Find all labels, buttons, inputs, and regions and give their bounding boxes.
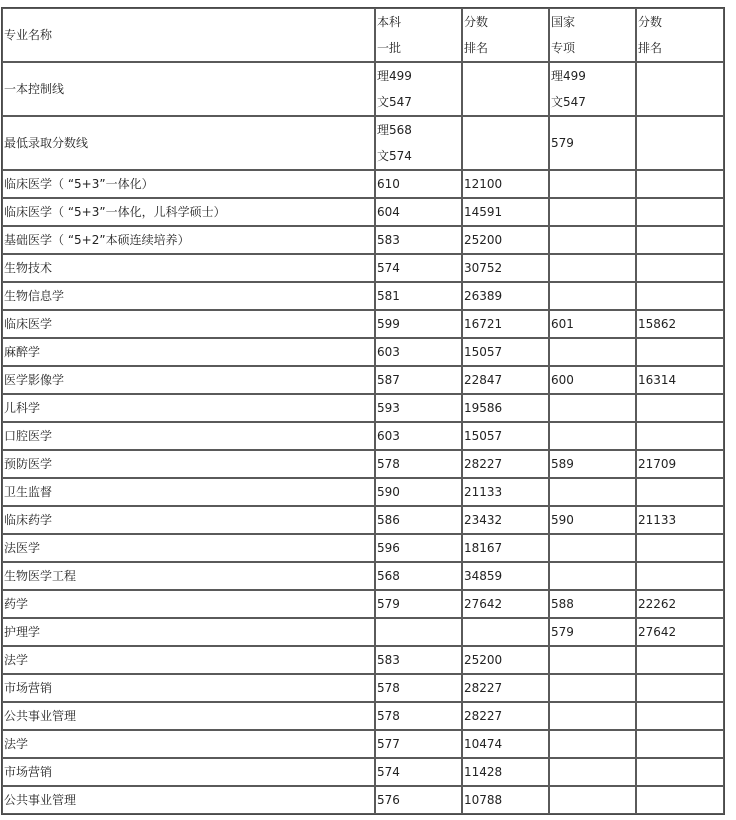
special-rank-cell [636, 394, 724, 422]
major-cell: 公共事业管理 [2, 786, 375, 814]
min-score-special-rank [636, 116, 724, 170]
special-score-cell: 588 [549, 590, 636, 618]
table-row [2, 282, 724, 310]
special-rank-cell [636, 254, 724, 282]
control-line-first-batch: 理499 文547 [375, 62, 462, 116]
table-row [2, 338, 724, 366]
special-rank-cell [636, 646, 724, 674]
special-score-cell [549, 226, 636, 254]
min-score-row [2, 116, 724, 170]
special-rank-cell [636, 338, 724, 366]
first-batch-score-cell: 578 [375, 674, 462, 702]
control-line-special-rank [636, 62, 724, 116]
major-cell: 医学影像学 [2, 366, 375, 394]
special-score-cell [549, 282, 636, 310]
major-cell: 法学 [2, 646, 375, 674]
rank-cell: 12100 [462, 170, 549, 198]
table-row [2, 590, 724, 618]
min-score-special: 579 [549, 116, 636, 170]
first-batch-score-cell: 581 [375, 282, 462, 310]
table-row [2, 254, 724, 282]
table-row [2, 506, 724, 534]
rank-cell: 30752 [462, 254, 549, 282]
special-rank-cell [636, 198, 724, 226]
first-batch-score-cell: 603 [375, 422, 462, 450]
special-score-cell [549, 758, 636, 786]
rank-cell: 18167 [462, 534, 549, 562]
first-batch-score-cell: 590 [375, 478, 462, 506]
special-score-cell [549, 786, 636, 814]
special-rank-cell: 22262 [636, 590, 724, 618]
special-score-cell [549, 422, 636, 450]
header-national-special: 国家 专项 [549, 8, 636, 62]
special-rank-cell [636, 730, 724, 758]
first-batch-score-cell: 587 [375, 366, 462, 394]
first-batch-score-cell: 610 [375, 170, 462, 198]
major-cell: 药学 [2, 590, 375, 618]
special-score-cell [549, 170, 636, 198]
special-rank-cell [636, 422, 724, 450]
first-batch-score-cell: 576 [375, 786, 462, 814]
special-score-cell: 600 [549, 366, 636, 394]
table-row [2, 366, 724, 394]
special-rank-cell [636, 758, 724, 786]
header-rank: 分数 排名 [462, 8, 549, 62]
special-score-cell [549, 254, 636, 282]
special-rank-cell [636, 282, 724, 310]
min-score-rank [462, 116, 549, 170]
first-batch-score-cell: 593 [375, 394, 462, 422]
special-score-cell [549, 646, 636, 674]
rank-cell: 21133 [462, 478, 549, 506]
special-score-cell: 589 [549, 450, 636, 478]
major-cell: 公共事业管理 [2, 702, 375, 730]
rank-cell: 26389 [462, 282, 549, 310]
special-rank-cell: 21709 [636, 450, 724, 478]
first-batch-score-cell: 596 [375, 534, 462, 562]
table-row [2, 730, 724, 758]
first-batch-score-cell: 577 [375, 730, 462, 758]
special-score-cell [549, 730, 636, 758]
rank-cell: 28227 [462, 674, 549, 702]
table-row [2, 478, 724, 506]
special-score-cell [549, 478, 636, 506]
rank-cell [462, 618, 549, 646]
table-row [2, 646, 724, 674]
first-batch-score-cell: 586 [375, 506, 462, 534]
special-rank-cell: 15862 [636, 310, 724, 338]
rank-cell: 34859 [462, 562, 549, 590]
major-cell: 基础医学（ “5+2”本硕连续培养） [2, 226, 375, 254]
special-rank-cell [636, 702, 724, 730]
major-cell: 口腔医学 [2, 422, 375, 450]
major-cell: 法医学 [2, 534, 375, 562]
header-row [2, 8, 724, 62]
special-score-cell [549, 534, 636, 562]
special-score-cell [549, 338, 636, 366]
special-score-cell: 579 [549, 618, 636, 646]
major-cell: 儿科学 [2, 394, 375, 422]
control-line-label: 一本控制线 [2, 62, 375, 116]
min-score-label: 最低录取分数线 [2, 116, 375, 170]
rank-cell: 11428 [462, 758, 549, 786]
table-row [2, 758, 724, 786]
major-cell: 市场营销 [2, 674, 375, 702]
rank-cell: 15057 [462, 422, 549, 450]
control-line-rank [462, 62, 549, 116]
first-batch-score-cell: 603 [375, 338, 462, 366]
first-batch-score-cell: 579 [375, 590, 462, 618]
special-rank-cell [636, 226, 724, 254]
major-cell: 临床医学 [2, 310, 375, 338]
first-batch-score-cell: 574 [375, 758, 462, 786]
major-cell: 护理学 [2, 618, 375, 646]
first-batch-score-cell: 599 [375, 310, 462, 338]
header-special-rank: 分数 排名 [636, 8, 724, 62]
major-cell: 麻醉学 [2, 338, 375, 366]
table-row [2, 226, 724, 254]
rank-cell: 22847 [462, 366, 549, 394]
major-cell: 生物信息学 [2, 282, 375, 310]
table-row [2, 422, 724, 450]
major-cell: 卫生监督 [2, 478, 375, 506]
min-score-first-batch: 理568 文574 [375, 116, 462, 170]
major-cell: 预防医学 [2, 450, 375, 478]
table-row [2, 534, 724, 562]
major-cell: 临床医学（ “5+3”一体化，儿科学硕士） [2, 198, 375, 226]
rank-cell: 16721 [462, 310, 549, 338]
special-score-cell [549, 674, 636, 702]
special-rank-cell [636, 170, 724, 198]
table-row [2, 702, 724, 730]
first-batch-score-cell [375, 618, 462, 646]
first-batch-score-cell: 574 [375, 254, 462, 282]
header-major: 专业名称 [2, 8, 375, 62]
first-batch-score-cell: 583 [375, 226, 462, 254]
special-rank-cell [636, 674, 724, 702]
rank-cell: 15057 [462, 338, 549, 366]
rank-cell: 23432 [462, 506, 549, 534]
rank-cell: 10474 [462, 730, 549, 758]
special-rank-cell: 21133 [636, 506, 724, 534]
control-line-special: 理499 文547 [549, 62, 636, 116]
header-first-batch: 本科 一批 [375, 8, 462, 62]
special-score-cell [549, 562, 636, 590]
admission-scores-table [1, 7, 725, 815]
first-batch-score-cell: 568 [375, 562, 462, 590]
table-row [2, 786, 724, 814]
major-cell: 临床医学（ “5+3”一体化） [2, 170, 375, 198]
table-row [2, 618, 724, 646]
first-batch-score-cell: 604 [375, 198, 462, 226]
table-row [2, 170, 724, 198]
special-score-cell [549, 394, 636, 422]
special-score-cell [549, 702, 636, 730]
control-line-row [2, 62, 724, 116]
special-rank-cell [636, 786, 724, 814]
major-cell: 生物技术 [2, 254, 375, 282]
table-row [2, 450, 724, 478]
special-score-cell [549, 198, 636, 226]
special-rank-cell [636, 478, 724, 506]
rank-cell: 25200 [462, 646, 549, 674]
table-row [2, 674, 724, 702]
rank-cell: 19586 [462, 394, 549, 422]
rank-cell: 27642 [462, 590, 549, 618]
table-row [2, 198, 724, 226]
first-batch-score-cell: 583 [375, 646, 462, 674]
special-rank-cell: 16314 [636, 366, 724, 394]
rank-cell: 25200 [462, 226, 549, 254]
special-rank-cell [636, 534, 724, 562]
first-batch-score-cell: 578 [375, 450, 462, 478]
first-batch-score-cell: 578 [375, 702, 462, 730]
table-row [2, 562, 724, 590]
rank-cell: 14591 [462, 198, 549, 226]
special-rank-cell [636, 562, 724, 590]
major-cell: 临床药学 [2, 506, 375, 534]
table-row [2, 310, 724, 338]
major-cell: 生物医学工程 [2, 562, 375, 590]
rank-cell: 10788 [462, 786, 549, 814]
special-score-cell: 590 [549, 506, 636, 534]
rank-cell: 28227 [462, 702, 549, 730]
special-score-cell: 601 [549, 310, 636, 338]
major-cell: 法学 [2, 730, 375, 758]
special-rank-cell: 27642 [636, 618, 724, 646]
rank-cell: 28227 [462, 450, 549, 478]
table-row [2, 394, 724, 422]
major-cell: 市场营销 [2, 758, 375, 786]
